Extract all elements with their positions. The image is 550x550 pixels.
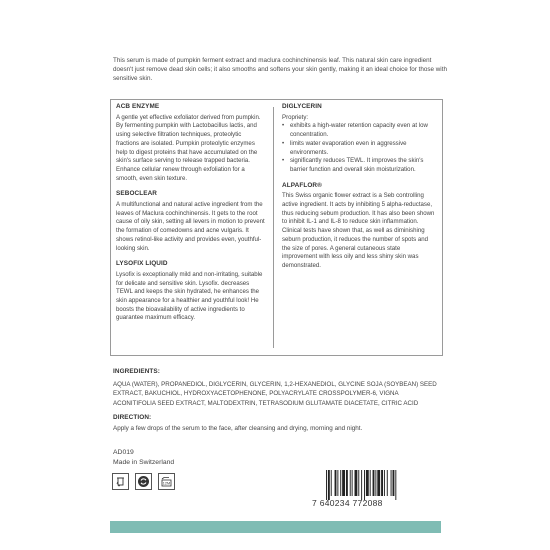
disposal-icons xyxy=(112,473,175,490)
ingredients-text: AQUA (WATER), PROPANEDIOL, DIGLYCERIN, GLYCERIN, 1,2-HEXANEDIOL, GLYCINE SOJA (SOYBEAN) SEED EXTRACT, BAKUCHIOL, HYDROXYACETOPHENONE, POLYACRYLATE CROSSPOLYMER-6, VIGNA ACONITIFOLIA SEED EXTRACT, MALTODEXTRIN, TETRASODIUM GLUTAMATE DIACETATE, CITRIC ACID xyxy=(113,380,437,407)
section-lysofix xyxy=(116,260,266,323)
product-code: AD019 xyxy=(113,449,134,456)
section-body: A gentle yet effective exfoliator derived from pumpkin. By fermenting pumpkin with Lactobacillus lactis, and using selective filtration techniques, proteolytic fractions are isolated. Pumpkin proteolytic enzymes help to digest proteins that have accumulated on the skin's surface serving to release trapped bacteria. Enhance cellular renew through exfoliation for a smooth, even skin texture. xyxy=(116,113,261,182)
bin-disposal-icon xyxy=(112,473,129,490)
section-title: SEBOCLEAR xyxy=(116,190,158,198)
bullet-item: • significantly reduces TEWL. It improves the skin's barrier function and overall skin moisturization. xyxy=(282,157,437,174)
ingredients-section xyxy=(113,367,441,408)
section-title: LYSOFIX LIQUID xyxy=(116,260,168,268)
ingredients-title: INGREDIENTS: xyxy=(113,368,161,375)
section-body: A multifunctional and natural active ingredient from the leaves of Maclura cochinchinensis. It gets to the root cause of oily skin, setting all levers in motion to prevent the formation of comedowns and acne vulgaris. It shows retinol-like activity and provides even, youthful-looking skin. xyxy=(116,201,265,252)
section-title: ACB ENZYME xyxy=(116,103,160,110)
open-jar-12m-icon xyxy=(158,473,175,490)
section-title: DIGLYCERIN xyxy=(282,103,322,110)
section-diglycerin xyxy=(282,103,437,175)
bullet-item: • limits water evaporation even in aggressive environments. xyxy=(282,140,437,157)
section-body: This Swiss organic flower extract is a Seb controlling active ingredient. It acts by inhibiting 5 alpha-reductase, thus reducing sebum production. It has also been shown to inhibit IL-1 and IL-8 to reduce skin inflammation. Clinical tests have shown that, as well as diminishing seburn production, it reduces the number of spots and the size of pores. A general cutaneous state improvement with less oily and less shiny skin was demonstrated. xyxy=(282,192,435,269)
bullet-item: • exhibits a high-water retention capacity even at low concentration. xyxy=(282,122,437,139)
color-band xyxy=(110,521,441,533)
section-title: ALPAFLOR® xyxy=(282,181,322,189)
section-alpaflor xyxy=(282,182,437,271)
direction-section xyxy=(113,413,441,433)
direction-text: Apply a few drops of the serum to the face, after cleansing and drying, morning and night. xyxy=(113,425,363,432)
intro-text: This serum is made of pumpkin ferment extract and maclura cochinchinensis leaf. This natural skin care ingredient doesn't just remove dead skin cells; it also smooths and softens your skin gently, making it an ideal choice for those with sensitive skin. xyxy=(113,57,447,82)
section-seboclear xyxy=(116,190,266,253)
origin-text: Made in Switzerland xyxy=(113,458,175,466)
section-intro: Propriety: xyxy=(282,113,309,121)
section-acb-enzyme xyxy=(116,103,266,183)
bullet-list xyxy=(282,122,437,174)
column-divider xyxy=(273,107,274,348)
barcode-number: 7 640234 772088 xyxy=(312,498,383,508)
pao-label: 12M xyxy=(162,481,171,486)
section-body: Lysofix is exceptionally mild and non-irritating, suitable for delicate and sensitive skin. Lysofix. decreases TEWL and keeps the skin hydrated, he enhances the skin appearance for a healthier and youthful look! He boosts the bioavailability of active ingredients to guarantee maximum efficacy. xyxy=(116,270,263,322)
left-column xyxy=(116,103,266,330)
direction-title: DIRECTION: xyxy=(113,414,152,421)
recycle-arrows-icon xyxy=(135,473,152,490)
right-column xyxy=(282,103,437,278)
product-meta xyxy=(113,448,174,467)
